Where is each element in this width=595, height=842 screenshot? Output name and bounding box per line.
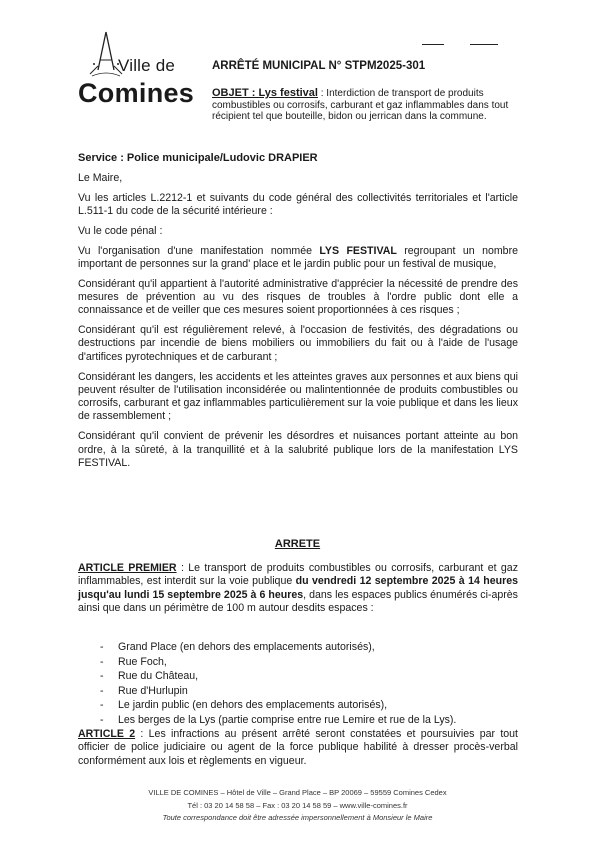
article-1-label: ARTICLE PREMIER xyxy=(78,562,177,574)
arrete-heading: ARRETE xyxy=(274,538,321,550)
text-span: , dans les espaces publics énumérés ci-après ainsi que dans un périmètre de 100 m autour desdits espaces : xyxy=(78,588,518,614)
article-1-dates: du vendredi 12 septembre 2025 à 14 heures jusqu'au lundi 15 septembre 2025 à 6 heures xyxy=(78,575,519,601)
festival-name: LYS FESTIVAL xyxy=(319,244,397,257)
service-line: Service : Police municipale/Ludovic DRAPIER xyxy=(78,152,318,164)
corner-mark xyxy=(422,44,444,45)
list-item: - Rue d'Hurlupin xyxy=(100,684,456,699)
text-span: : Le transport de produits combustibles ou corrosifs, carburant et gaz inflammables, est interdit sur la voie publique xyxy=(78,562,518,588)
article-2-text xyxy=(78,728,518,768)
article-2-label: ARTICLE 2 xyxy=(78,728,136,740)
maire-line: Le Maire, xyxy=(78,172,123,184)
preamble-paragraph: Vu le code pénal : xyxy=(78,224,163,237)
article-1-text xyxy=(78,562,518,615)
text-span: Vu l'organisation d'une manifestation nommée xyxy=(78,244,320,257)
list-item: - Les berges de la Lys (partie comprise entre rue Lemire et rue de la Lys). xyxy=(100,713,456,728)
page-footer xyxy=(0,787,595,825)
list-item: - Rue Foch, xyxy=(100,655,456,670)
objet-block xyxy=(212,88,512,123)
objet-label: OBJET : Lys festival xyxy=(212,87,318,99)
preamble xyxy=(78,172,518,477)
preamble-paragraph: Considérant qu'il convient de prévenir les désordres et nuisances portant atteinte au bon ordre, à la sûreté, à la tranquillité et à la salubrité publique lors de la manifestation LYS FESTIVAL. xyxy=(78,430,518,469)
preamble-paragraph xyxy=(78,245,518,272)
footer-note: Toute correspondance doit être adressée impersonnellement à Monsieur le Maire xyxy=(162,813,433,822)
article-1 xyxy=(78,562,518,622)
preamble-paragraph: Vu les articles L.2212-1 et suivants du code général des collectivités territoriales et l'article L.511-1 du code de la sécurité intérieure : xyxy=(78,191,518,218)
footer-address: VILLE DE COMINES – Hôtel de Ville – Grand Place – BP 20069 – 59559 Comines Cedex xyxy=(148,788,447,797)
list-item: - Rue du Château, xyxy=(100,669,456,684)
list-item: - Grand Place (en dehors des emplacements autorisés), xyxy=(100,640,456,655)
text-span: : Les infractions au présent arrêté seront constatées et poursuivies par tout officier de police judiciaire ou agent de la force publique habilité à dresser procès-verbal conformément aux lois et règlements en vigueur. xyxy=(78,728,518,767)
preamble-paragraph: Considérant les dangers, les accidents et les atteintes graves aux personnes et aux biens qui peuvent résulter de l'utilisation inconsidérée ou malintentionnée de produits combustibles ou corrosifs, carburant et gaz inflammables particulièrement sur la voie publique et dans les lieux de rassemblement ; xyxy=(78,370,518,423)
text-span: regroupant un nombre important de personnes sur la grand' place et le jardin public pour un festival de musique, xyxy=(78,244,518,270)
article-2 xyxy=(78,728,518,774)
city-logo xyxy=(78,30,198,110)
logo-comines-text: Comines xyxy=(78,78,195,108)
objet-text: : Interdiction de transport de produits combustibles ou corrosifs, carburant et gaz inflammables dans tout récipient tel que bouteille, bidon ou jerrican dans la commune. xyxy=(212,88,509,122)
preamble-paragraph: Considérant qu'il est régulièrement relevé, à l'occasion de festivités, des dégradations ou destructions par incendie de biens mobiliers ou immobiliers du fait ou à l'aide de l'usage d'artifices pyrotechniques et de carburant ; xyxy=(78,324,518,363)
places-list xyxy=(100,640,456,728)
logo-ville-text: Ville de xyxy=(118,56,176,75)
document-title: ARRÊTÉ MUNICIPAL N° STPM2025-301 xyxy=(212,60,426,72)
list-item: - Le jardin public (en dehors des emplacements autorisés), xyxy=(100,698,456,713)
preamble-paragraph: Considérant qu'il appartient à l'autorité administrative d'apprécier la nécessité de prendre des mesures de prévention au vu des risques de troubles à l'ordre public dont elle a connaissance et de veiller que ces mesures soient proportionnées à ces risques ; xyxy=(78,277,518,317)
footer-contact: Tél : 03 20 14 58 58 – Fax : 03 20 14 58 59 – www.ville-comines.fr xyxy=(187,800,408,810)
corner-mark xyxy=(470,44,498,45)
